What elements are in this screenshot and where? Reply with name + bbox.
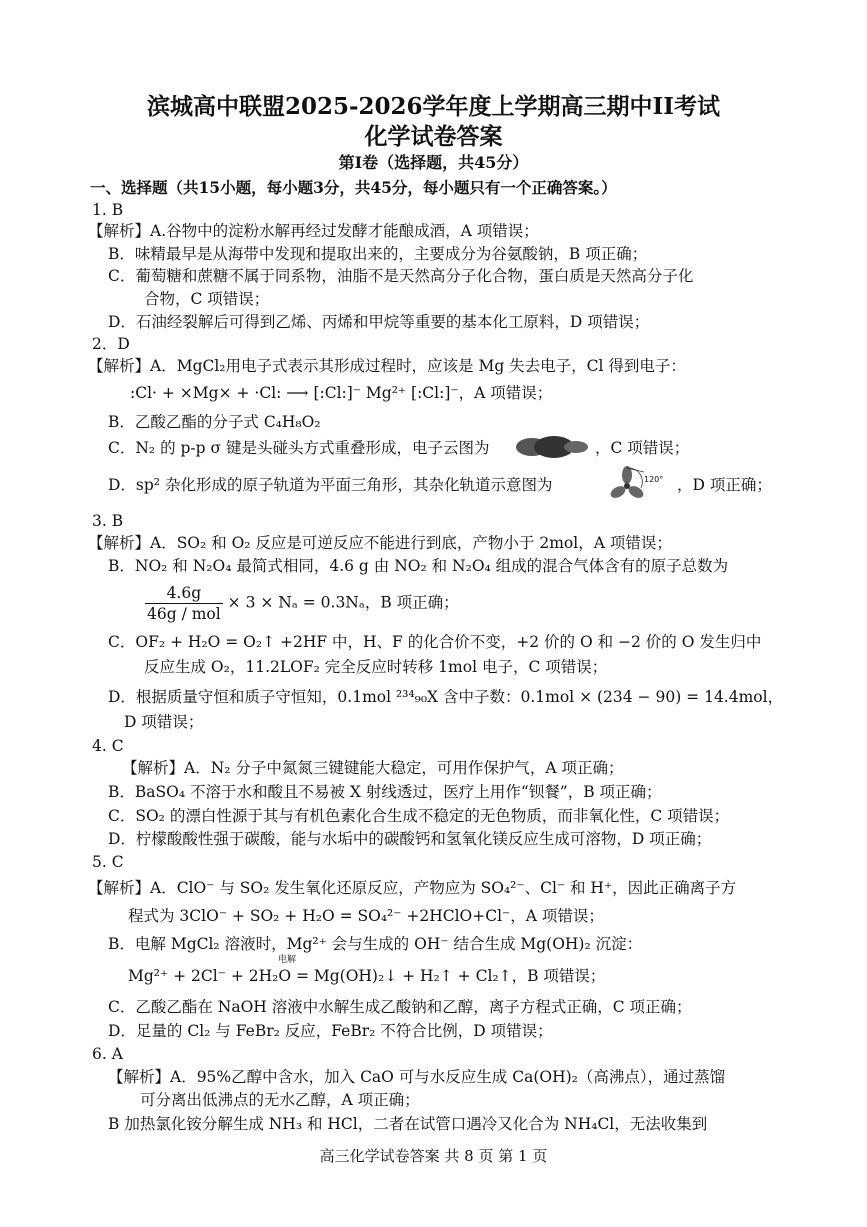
analysis-1-a: 【解析】A.谷物中的淀粉水解再经过发酵才能酿成酒，A 项错误； — [88, 222, 539, 240]
analysis-4-d: D．柠檬酸酸性强于碳酸，能与水垢中的碳酸钙和氢氧化镁反应生成可溶物，D 项正确； — [108, 830, 712, 848]
question-heading: 一、选择题（共15小题，每小题3分，共45分，每小题只有一个正确答案。） — [90, 178, 617, 197]
analysis-3-c: C．OF₂ + H₂O = O₂↑ +2HF 中，H、F 的化合价不变，+2 价的 O 和 −2 价的 O 发生归中 — [108, 633, 762, 651]
fraction-block — [145, 583, 459, 624]
analysis-2-c-end: ，C 项错误； — [595, 439, 690, 457]
answer-2: 2．D — [92, 335, 130, 353]
analysis-5-a: 【解析】A．ClO⁻ 与 SO₂ 发生氧化还原反应，产物应为 SO₄²⁻、Cl⁻ 和 H⁺，因此正确离子方 — [88, 879, 737, 897]
analysis-3-c-cont: 反应生成 O₂，11.2LOF₂ 完全反应时转移 1mol 电子，C 项错误； — [144, 658, 608, 676]
answer-5: 5. C — [92, 853, 124, 871]
section-heading: 第I卷（选择题，共45分） — [338, 153, 529, 172]
analysis-2-d-end: ，D 项正确； — [677, 476, 772, 494]
analysis-3-a: 【解析】A．SO₂ 和 O₂ 反应是可逆反应不能进行到底，产物小于 2mol，A 项错误； — [88, 534, 672, 552]
answer-1: 1. B — [92, 201, 124, 219]
analysis-1-c-cont: 合物，C 项错误； — [144, 290, 270, 308]
page-footer: 高三化学试卷答案 共 8 页 第 1 页 — [319, 1147, 548, 1165]
orbital-angle-label: 120° — [644, 475, 664, 484]
answer-6: 6. A — [92, 1045, 123, 1063]
electrolysis-label: 电解 — [278, 955, 297, 965]
analysis-1-c: C．葡萄糖和蔗糖不属于同系物，油脂不是天然高分子化合物，蛋白质是天然高分子化 — [108, 267, 694, 285]
fraction-denominator: 46g / mol — [147, 605, 221, 623]
fraction — [145, 583, 223, 624]
analysis-2-c: C．N₂ 的 p-p σ 键是头碰头方式重叠形成，电子云图为 — [108, 439, 490, 457]
analysis-4-a: 【解析】A．N₂ 分子中氮氮三键键能大稳定，可用作保护气，A 项正确； — [122, 759, 624, 777]
analysis-5-d: D．足量的 Cl₂ 与 FeBr₂ 反应，FeBr₂ 不符合比例，D 项错误； — [108, 1022, 553, 1040]
exam-subtitle: 化学试卷答案 — [364, 123, 503, 150]
analysis-1-b: B．味精最早是从海带中发现和提取出来的，主要成分为谷氨酸钠，B 项正确； — [108, 245, 648, 263]
sp2-orbital-icon — [604, 462, 676, 504]
analysis-6-a-cont: 可分离出低沸点的无水乙醇，A 项正确； — [140, 1091, 420, 1109]
analysis-2-a: 【解析】A．MgCl₂用电子式表示其形成过程时，应该是 Mg 失去电子，Cl 得到电子： — [88, 357, 686, 375]
analysis-5-c: C．乙酸乙酯在 NaOH 溶液中水解生成乙酸钠和乙醇，离子方程式正确，C 项正确； — [108, 998, 692, 1016]
fraction-result: × 3 × Nₐ = 0.3Nₐ，B 项正确； — [227, 593, 459, 612]
sigma-bond-cloud-icon — [512, 434, 592, 460]
analysis-4-b: B．BaSO₄ 不溶于水和酸且不易被 X 射线透过，医疗上用作“钡餐”，B 项正确； — [108, 783, 662, 801]
analysis-6-b: B 加热氯化铵分解生成 NH₃ 和 HCl，二者在试管口遇冷又化合为 NH₄Cl，无法收集到 — [108, 1115, 708, 1133]
answer-4: 4. C — [92, 737, 124, 755]
exam-title: 滨城高中联盟2025-2026学年度上学期高三期中II考试 — [146, 93, 721, 120]
analysis-4-c: C．SO₂ 的漂白性源于其与有机色素化合生成不稳定的无色物质，而非氧化性，C 项错误； — [108, 807, 730, 825]
analysis-3-d-cont: D 项错误； — [124, 713, 204, 731]
electron-formula: :Cl· + ×Mg× + ·Cl: ⟶ [:Cl:]⁻ Mg²⁺ [:Cl:]⁻，A 项错误； — [130, 384, 553, 402]
electrolysis-equation: Mg²⁺ + 2Cl⁻ + 2H₂O = Mg(OH)₂↓ + H₂↑ + Cl₂↑，B 项错误； — [128, 967, 606, 985]
analysis-3-d: D．根据质量守恒和质子守恒知，0.1mol ²³⁴₉₀X 含中子数：0.1mol × (234 − 90) = 14.4mol， — [108, 688, 784, 706]
fraction-numerator: 4.6g — [145, 583, 223, 604]
analysis-2-b: B．乙酸乙酯的分子式 C₄H₈O₂ — [108, 413, 321, 431]
analysis-6-a: 【解析】A．95%乙醇中含水，加入 CaO 可与水反应生成 Ca(OH)₂（高沸点），通过蒸馏 — [108, 1068, 726, 1086]
analysis-2-d: D．sp² 杂化形成的原子轨道为平面三角形，其杂化轨道示意图为 — [108, 476, 553, 494]
analysis-3-b: B．NO₂ 和 N₂O₄ 最简式相同，4.6 g 由 NO₂ 和 N₂O₄ 组成的混合气体含有的原子总数为 — [108, 557, 729, 575]
analysis-5-b: B．电解 MgCl₂ 溶液时，Mg²⁺ 会与生成的 OH⁻ 结合生成 Mg(OH)₂ 沉淀： — [108, 935, 643, 953]
answer-3: 3. B — [92, 512, 124, 530]
analysis-5-a-cont: 程式为 3ClO⁻ + SO₂ + H₂O = SO₄²⁻ +2HClO+Cl⁻，A 项错误； — [128, 907, 604, 925]
analysis-1-d: D．石油经裂解后可得到乙烯、丙烯和甲烷等重要的基本化工原料，D 项错误； — [108, 313, 650, 331]
